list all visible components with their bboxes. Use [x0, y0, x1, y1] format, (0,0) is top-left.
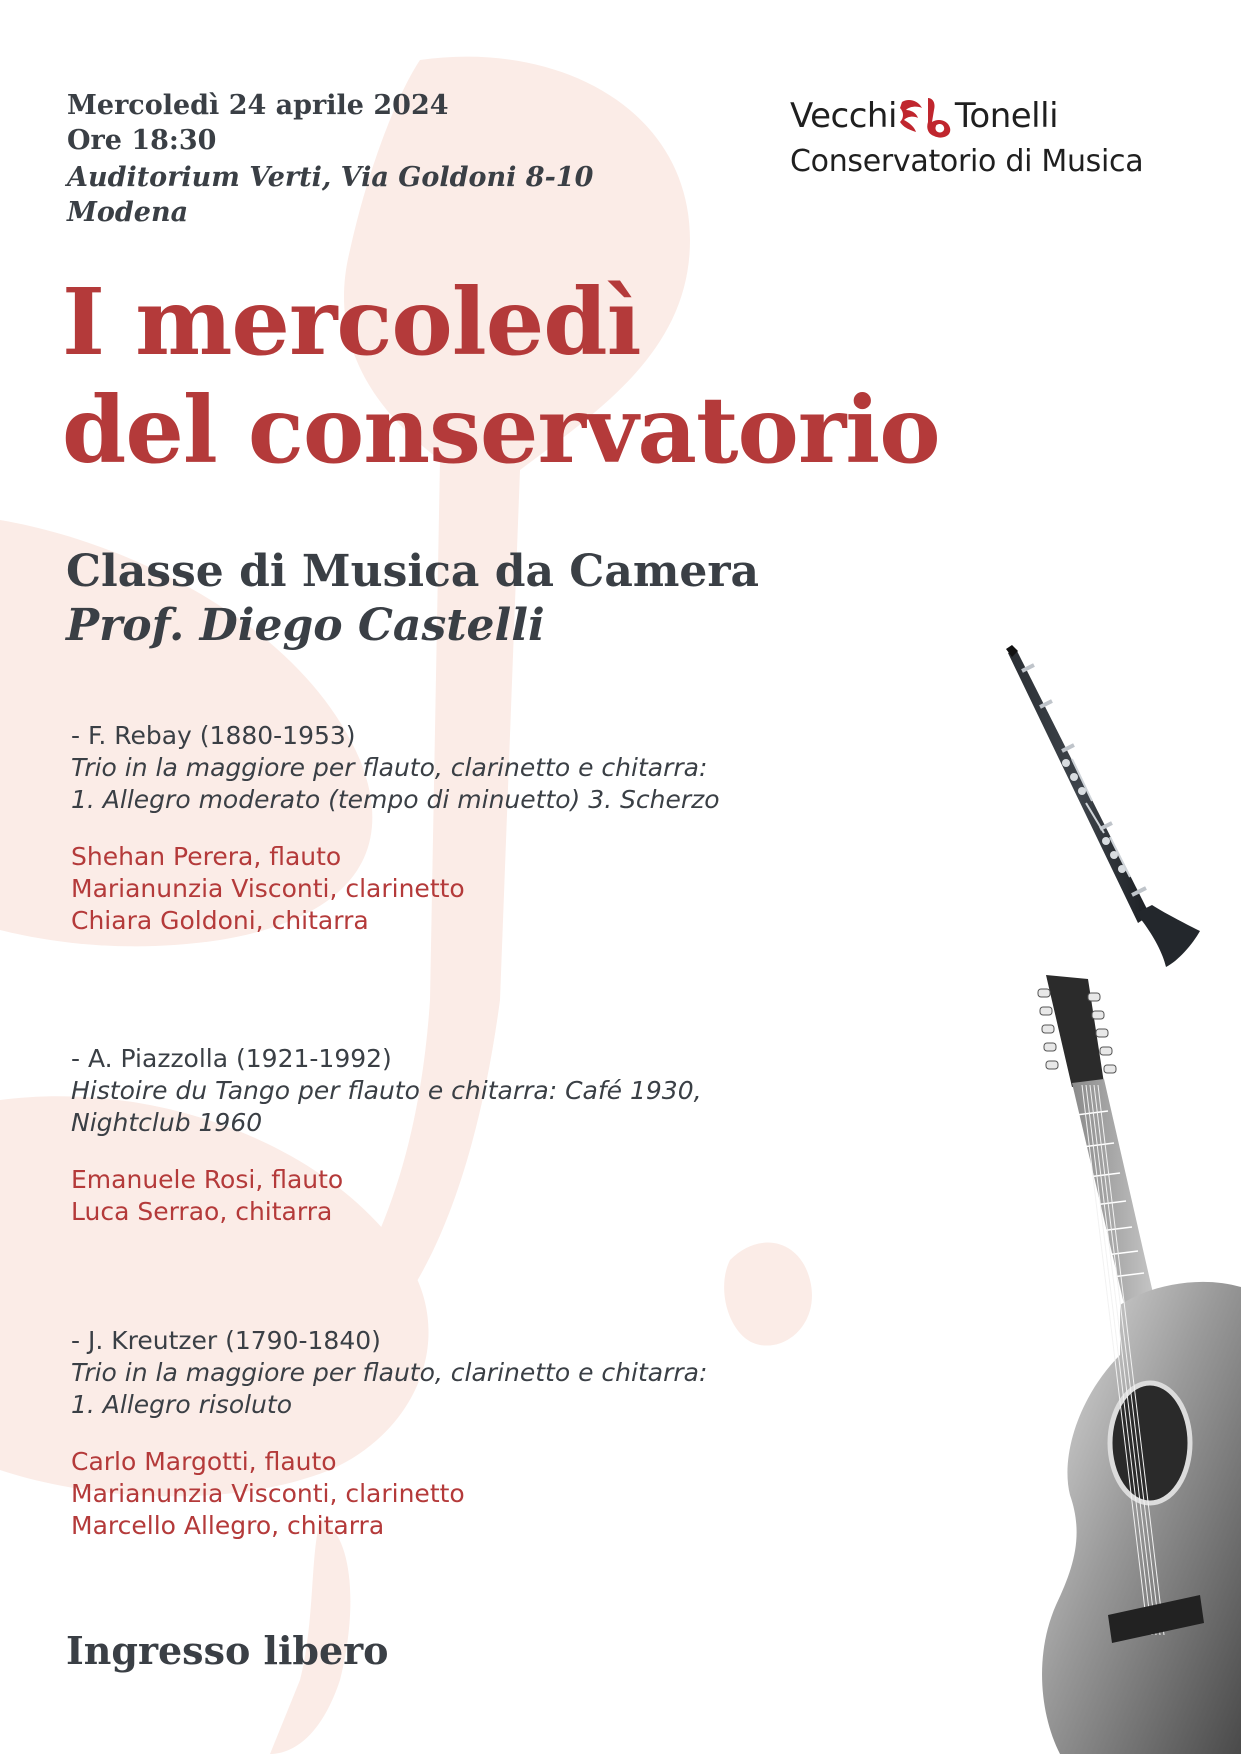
- vt-monogram-icon: [898, 92, 954, 140]
- professor-name: Prof. Diego Castelli: [66, 600, 545, 651]
- program-work-line: Histoire du Tango per flauto e chitarra: Café 1930,: [71, 1076, 702, 1105]
- program-performers: [71, 1164, 702, 1228]
- program-work-line: Trio in la maggiore per flauto, clarinetto e chitarra:: [71, 1358, 708, 1387]
- program-work-line: Nightclub 1960: [71, 1108, 263, 1137]
- program-item: [71, 720, 720, 937]
- performer: Luca Serrao, chitarra: [71, 1197, 333, 1226]
- logo-wordmark: [790, 92, 1180, 140]
- performer: Marcello Allegro, chitarra: [71, 1511, 385, 1540]
- event-details: [67, 88, 593, 230]
- program-performers: [71, 1446, 707, 1542]
- clarinet-icon: [1000, 645, 1222, 975]
- performer: Shehan Perera, flauto: [71, 842, 342, 871]
- program-composer: - F. Rebay (1880-1953): [71, 721, 356, 750]
- event-date: Mercoledì 24 aprile 2024: [67, 90, 449, 121]
- main-title: [62, 268, 940, 484]
- program-performers: [71, 841, 720, 937]
- class-info: [66, 545, 759, 653]
- logo-name-right: Tonelli: [954, 96, 1059, 136]
- acoustic-guitar-icon: [1030, 975, 1241, 1754]
- performer: Marianunzia Visconti, clarinetto: [71, 1479, 465, 1508]
- program-composer: - A. Piazzolla (1921-1992): [71, 1044, 392, 1073]
- logo-subtitle: Conservatorio di Musica: [790, 144, 1144, 179]
- event-city: Modena: [67, 197, 189, 228]
- event-time: Ore 18:30: [67, 125, 217, 156]
- program-item: [71, 1325, 707, 1542]
- performer: Emanuele Rosi, flauto: [71, 1165, 344, 1194]
- program-work-line: 1. Allegro risoluto: [71, 1390, 292, 1419]
- performer: Chiara Goldoni, chitarra: [71, 906, 369, 935]
- program-composer: - J. Kreutzer (1790-1840): [71, 1326, 381, 1355]
- performer: Carlo Margotti, flauto: [71, 1447, 337, 1476]
- program-work-line: Trio in la maggiore per flauto, clarinetto e chitarra:: [71, 753, 708, 782]
- class-name: Classe di Musica da Camera: [66, 546, 760, 597]
- conservatory-logo: [790, 92, 1180, 179]
- program-item: [71, 1043, 702, 1228]
- title-line-2: del conservatorio: [62, 376, 940, 484]
- performer: Marianunzia Visconti, clarinetto: [71, 874, 465, 903]
- title-line-1: I mercoledì: [62, 268, 641, 376]
- program-work-line: 1. Allegro moderato (tempo di minuetto) 3. Scherzo: [71, 785, 720, 814]
- free-entry-note: Ingresso libero: [66, 1628, 389, 1673]
- logo-name-left: Vecchi: [790, 96, 897, 136]
- event-venue: Auditorium Verti, Via Goldoni 8-10: [67, 162, 594, 193]
